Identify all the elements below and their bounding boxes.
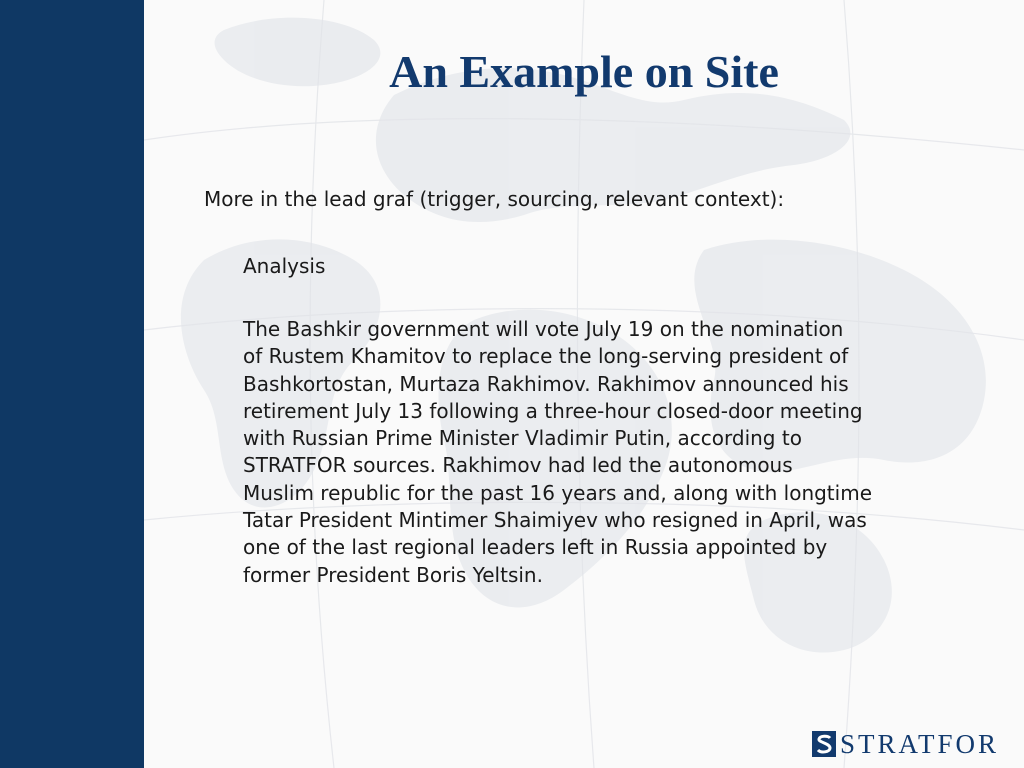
body-line: with Russian Prime Minister Vladimir Putin, according to <box>243 426 802 451</box>
analysis-body <box>243 316 973 589</box>
body-line: one of the last regional leaders left in Russia appointed by <box>243 535 828 560</box>
body-line: of Rustem Khamitov to replace the long-serving president of <box>243 344 849 369</box>
left-sidebar-bar <box>0 0 144 768</box>
body-line: Muslim republic for the past 16 years and, along with longtime <box>243 480 872 505</box>
body-line: Tatar President Mintimer Shaimiyev who resigned in April, was <box>243 508 867 533</box>
body-line: The Bashkir government will vote July 19 on the nomination <box>243 317 844 341</box>
analysis-subhead: Analysis <box>243 254 326 278</box>
slide-title: An Example on Site <box>389 46 779 97</box>
logo-wordmark: STRATFOR <box>840 729 1000 759</box>
body-line: retirement July 13 following a three-hour closed-door meeting <box>243 398 863 423</box>
stratfor-logo <box>812 728 999 760</box>
stratfor-s-logo-icon <box>812 731 836 757</box>
body-line: STRATFOR sources. Rakhimov had led the autonomous <box>243 453 793 478</box>
body-line: Bashkortostan, Murtaza Rakhimov. Rakhimov announced his <box>243 371 849 396</box>
body-line: former President Boris Yeltsin. <box>243 562 543 587</box>
lead-paragraph: More in the lead graf (trigger, sourcing, relevant context): <box>204 187 785 211</box>
